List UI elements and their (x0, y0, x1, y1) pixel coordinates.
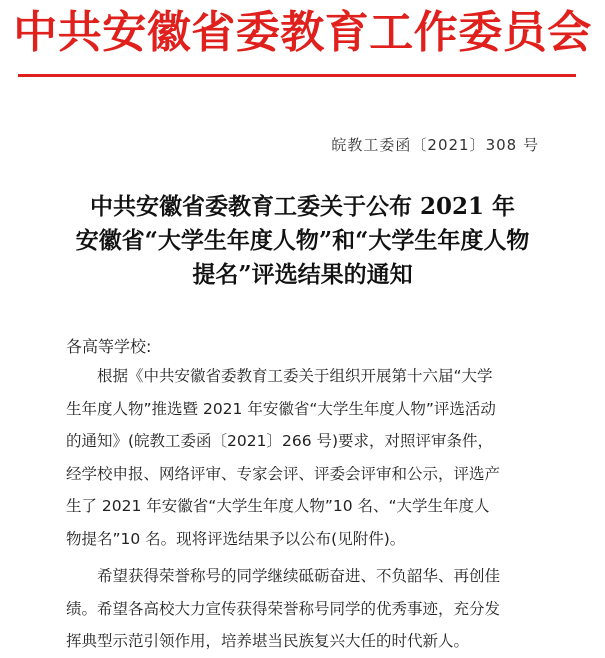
body-line: 的通知》(皖教工委函〔2021〕266 号)要求，对照评审条件， (66, 432, 494, 450)
issuing-organization-header: 中共安徽省委教育工作委员会 (13, 7, 592, 58)
body-line: 绩。希望各高校大力宣传获得荣誉称号同学的优秀事迹，充分发 (66, 599, 501, 618)
body-line: 根据《中共安徽省委教育工委关于组织开展第十六届“大学 (97, 367, 493, 385)
document-number: 皖教工委函〔2021〕308 号 (331, 136, 539, 154)
body-line: 希望获得荣誉称号的同学继续砥砺奋进、不负韶华、再创佳 (97, 567, 501, 585)
body-paragraph-1 (66, 360, 546, 555)
document-title-line: 安徽省“大学生年度人物”和“大学生年度人物 (75, 227, 530, 254)
document-title-line: 中共安徽省委教育工委关于公布 2021 年 (89, 193, 516, 220)
body-line: 经学校申报、网络评审、专家会评、评委会评审和公示，评选产 (66, 464, 501, 483)
body-paragraph-2 (66, 560, 546, 658)
document-title-line: 提名”评选结果的通知 (192, 261, 413, 288)
body-line: 生年度人物”推选暨 2021 年安徽省“大学生年度人物”评选活动 (66, 399, 496, 418)
document-title (40, 190, 565, 292)
salutation: 各高等学校: (66, 337, 152, 356)
body-line: 物提名”10 名。现将评选结果予以公布(见附件)。 (66, 529, 406, 548)
body-line: 挥典型示范引领作用，培养堪当民族复兴大任的时代新人。 (66, 632, 470, 650)
body-line: 生了 2021 年安徽省“大学生年度人物”10 名、“大学生年度人 (66, 497, 490, 515)
red-header-rule (18, 74, 576, 77)
